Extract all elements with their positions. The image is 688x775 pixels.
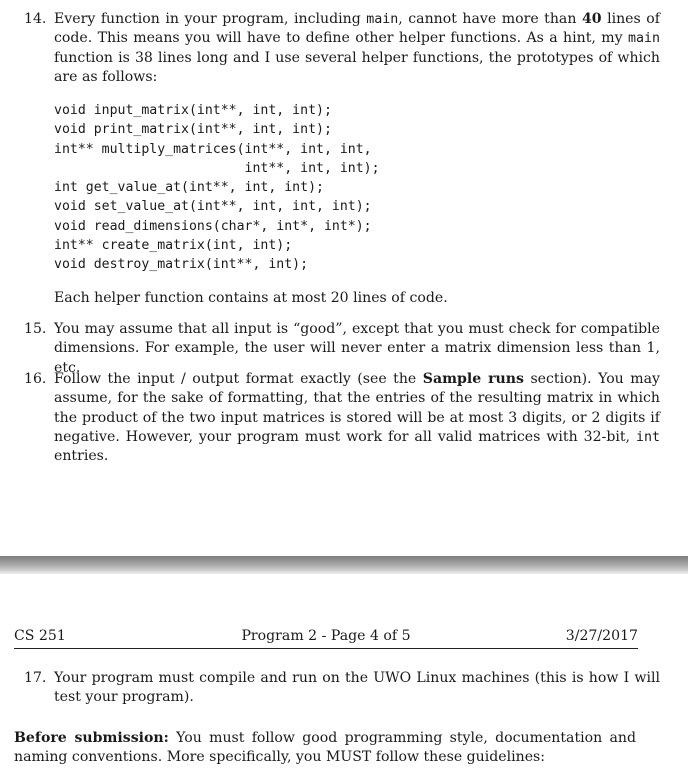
- item-number: 15.: [24, 321, 47, 337]
- before-submission: Before submission: You must follow good programming style, documentation and naming conventions. More specifically, you MUST follow these guidelines:: [14, 730, 636, 766]
- course-code: CS 251: [14, 628, 66, 644]
- page-5-top: [0, 574, 688, 775]
- code-line: void set_value_at(int**, int, int, int);: [54, 199, 372, 215]
- code-main: main: [366, 12, 399, 27]
- code-line: int get_value_at(int**, int, int);: [54, 180, 324, 196]
- page-title: Program 2 - Page 4 of 5: [241, 628, 411, 644]
- code-int: int: [635, 429, 660, 445]
- sample-runs-ref: Sample runs: [422, 371, 524, 387]
- item-text: Follow the input / output format exactly (see the Sample runs section). You may assume, for the sake of formatting, that the entries of the resulting matrix in which the product of the two input matrices is stored will be at most 3 digits, or 2 digits if negative. However, your program must work for all valid matrices with 32-bit, int entries.: [54, 371, 660, 465]
- item-number: 16.: [24, 371, 47, 387]
- code-line: void read_dimensions(char*, int*, int*);: [54, 218, 372, 234]
- code-line: int** multiply_matrices(int**, int, int,: [54, 141, 372, 157]
- page-header: [14, 626, 638, 649]
- code-line: int**, int, int);: [54, 160, 380, 176]
- item-text: Your program must compile and run on the UWO Linux machines (this is how I will test your program).: [54, 670, 660, 706]
- before-submission-heading: Before submission:: [14, 730, 169, 746]
- code-main: main: [627, 31, 660, 47]
- item-text: You may assume that all input is “good”, except that you must check for compatible dimensions. For example, the user will never enter a matrix dimension less than 1, etc.: [54, 321, 660, 376]
- item-number: 14.: [24, 11, 47, 27]
- page-separator: [0, 556, 688, 574]
- code-line: void print_matrix(int**, int, int);: [54, 122, 332, 138]
- item-number: 17.: [24, 670, 47, 686]
- code-line: int** create_matrix(int, int);: [54, 238, 293, 254]
- date: 3/27/2017: [565, 628, 638, 644]
- line-limit: 40: [581, 11, 602, 27]
- function-prototypes: [54, 101, 380, 275]
- code-line: void destroy_matrix(int**, int);: [54, 257, 309, 273]
- code-line: void input_matrix(int**, int, int);: [54, 103, 332, 118]
- helper-note: Each helper function contains at most 20 lines of code.: [54, 290, 448, 306]
- item-text: Every function in your program, including main, cannot have more than 40 lines of code. This means you will have to define other helper functions. As a hint, my main function is 38 lines long and I use several helper functions, the prototypes of which are as follows:: [54, 11, 660, 85]
